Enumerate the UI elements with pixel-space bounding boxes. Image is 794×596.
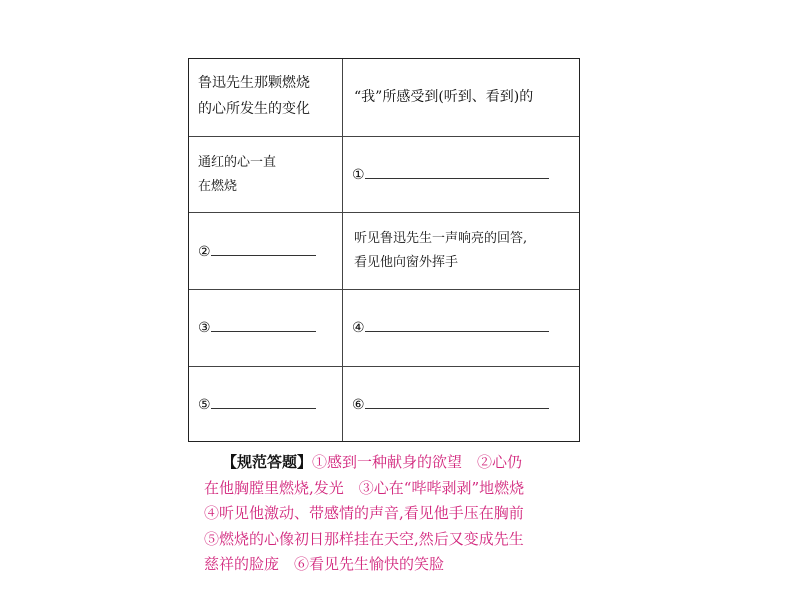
row3-left-cell: [198, 315, 316, 341]
row-divider: [189, 289, 579, 290]
header-left-line2: 的心所发生的变化: [198, 101, 310, 117]
row4-right-cell: [352, 392, 549, 418]
blank-line-6: [365, 394, 549, 409]
row4-left-cell: [198, 392, 316, 418]
row2-right-line1: 听见鲁迅先生一声响亮的回答,: [354, 231, 528, 246]
row2-right-line2: 看见他向窗外挥手: [354, 255, 459, 270]
blank-marker-6: ⑥: [352, 397, 365, 413]
answer-line-5: 慈祥的脸庞 ⑥看见先生愉快的笑脸: [204, 555, 445, 573]
row2-right-cell: [354, 227, 527, 275]
row-divider: [189, 212, 579, 213]
header-right-cell: [354, 84, 533, 110]
blank-marker-5: ⑤: [198, 397, 211, 413]
blank-line-2: [211, 241, 316, 256]
blank-line-3: [211, 317, 316, 332]
row-divider: [189, 136, 579, 137]
header-right-text: “我”所感受到(听到、看到)的: [354, 89, 534, 105]
blank-marker-2: ②: [198, 244, 211, 260]
answer-label: 【规范答题】: [222, 453, 313, 471]
answer-block: [204, 450, 584, 578]
blank-marker-4: ④: [352, 320, 365, 336]
blank-line-4: [365, 317, 549, 332]
row2-left-cell: [198, 239, 316, 265]
row1-left-line1: 通红的心一直: [198, 155, 277, 170]
answer-text-1: ①感到一种献身的欲望 ②心仍: [312, 453, 523, 471]
blank-line-1: [365, 164, 549, 179]
column-divider: [342, 59, 343, 441]
header-left-cell: [198, 70, 310, 122]
header-left-line1: 鲁迅先生那颗燃烧: [198, 75, 310, 91]
answer-table: [188, 58, 580, 442]
row3-right-cell: [352, 315, 549, 341]
answer-line-4: ⑤燃烧的心像初日那样挂在天空,然后又变成先生: [204, 529, 524, 548]
row1-left-line2: 在燃烧: [198, 179, 238, 194]
row1-right-cell: [352, 162, 549, 188]
blank-line-5: [211, 394, 316, 409]
blank-marker-3: ③: [198, 320, 211, 336]
answer-line-1: [204, 450, 584, 476]
blank-marker-1: ①: [352, 167, 365, 183]
row-divider: [189, 366, 579, 367]
row1-left-cell: [198, 151, 276, 199]
answer-line-2: 在他胸膛里燃烧,发光 ③心在“哔哔剥剥”地燃烧: [204, 478, 525, 497]
answer-line-3: ④听见他激动、带感情的声音,看见他手压在胸前: [204, 504, 524, 522]
